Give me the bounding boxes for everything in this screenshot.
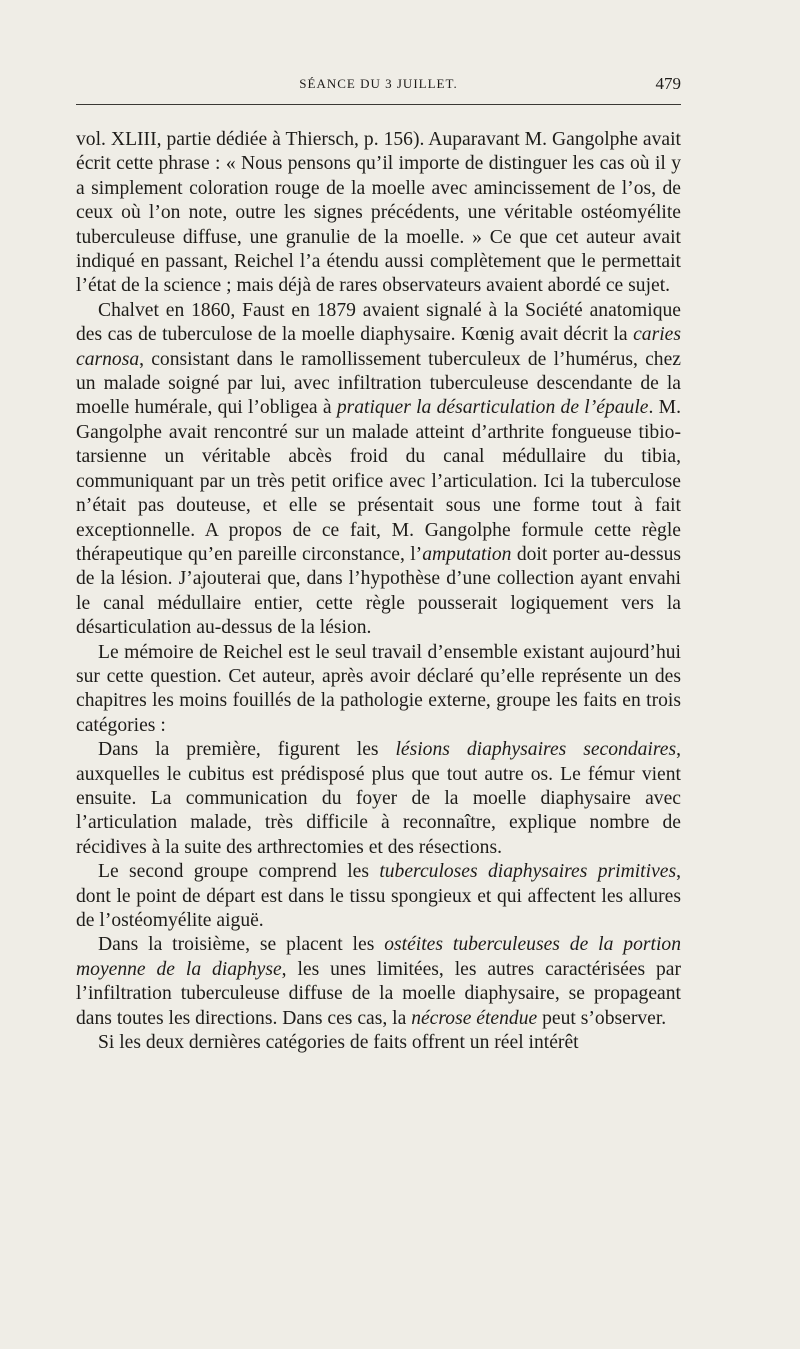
italic-phrase: pratiquer la désarticulation de l’épaule (336, 397, 649, 419)
italic-phrase: caries carnosa (76, 324, 681, 370)
text-run: peut s’observer. (537, 1007, 667, 1029)
body-text (76, 128, 681, 1055)
italic-phrase: nécrose étendue (411, 1007, 538, 1029)
text-run: , dont le point de départ est dans le tissu spongieux et qui affectent les allures de l’ostéomyélite aiguë. (76, 861, 681, 931)
text-run: Dans la première, figurent les (98, 739, 396, 761)
page-header (76, 76, 681, 98)
text-run: Chalvet en 1860, Faust en 1879 avaient signalé à la Société anatomique des cas de tuberculose de la moelle diaphysaire. Kœnig avait décrit la (76, 299, 681, 346)
paragraph (76, 860, 681, 933)
running-head: SÉANCE DU 3 JUILLET. (299, 76, 458, 91)
text-run: , consistant dans le ramollissement tuberculeux de l’humérus, chez un malade soigné par lui, avec infiltration tuberculeuse descendante de la moelle humérale, qui l’obligea à (76, 348, 681, 419)
text-run: , les unes limitées, les autres caractérisées par l’infiltration tuberculeuse diffuse de la moelle diaphysaire, se propageant dans toutes les directions. Dans ces cas, la (76, 958, 681, 1029)
text-run: , auxquelles le cubitus est prédisposé plus que tout autre os. Le fémur vient ensuite. La communication du foyer de la moelle diaphysaire avec l’articulation malade, très difficile à reconnaître, explique nombre de récidives à la suite des arthrectomies et des résections. (76, 739, 681, 858)
text-run: vol. XLIII, partie dédiée à Thiersch, p. 156). Auparavant M. Gangolphe avait écrit cette phrase : « Nous pensons qu’il importe de distinguer les cas où il y a simplement coloration rouge de la moelle avec amincissement de l’os, de ceux où l’on note, outre les signes précédents, une véritable ostéomyélite tuberculeuse diffuse, une granulie de la moelle. » Ce que cet auteur avait indiqué en passant, Reichel l’a étendu aussi complètement que le permettait l’état de la science ; mais déjà de rares observateurs avaient abordé ce sujet. (76, 129, 681, 297)
page-number: 479 (655, 74, 681, 93)
italic-phrase: tuberculoses diaphysaires primitives (379, 861, 677, 883)
paragraph (76, 128, 681, 299)
header-rule (76, 104, 681, 105)
text-run: . M. Gangolphe avait rencontré sur un malade atteint d’arthrite fongueuse tibio-tarsienne un véritable abcès froid du canal médullaire du tibia, communiquant par un très petit orifice avec l’articulation. Ici la tuberculose n’était pas douteuse, et elle se présentait sous une forme tout à fait exceptionnelle. A propos de ce fait, M. Gangolphe formule cette règle thérapeutique qu’en pareille circonstance, l’ (76, 397, 681, 565)
text-run: doit porter au-dessus de la lésion. J’ajouterai que, dans l’hypothèse d’une collection ayant envahi le canal médullaire entier, cette règle pousserait logiquement vers la désarticulation au-dessus de la lésion. (76, 543, 681, 639)
italic-phrase: amputation (422, 543, 512, 565)
italic-phrase: ostéites tuberculeuses de la portion moyenne de la diaphyse (76, 934, 681, 980)
paragraph (76, 299, 681, 641)
text-run: Dans la troisième, se placent les (98, 934, 385, 956)
paragraph (76, 933, 681, 1031)
text-run: Si les deux dernières catégories de faits offrent un réel intérêt (98, 1032, 579, 1054)
text-run: Le mémoire de Reichel est le seul travail d’ensemble existant aujourd’hui sur cette question. Cet auteur, après avoir déclaré qu’elle représente un des chapitres les moins fouillés de la pathologie externe, groupe les faits en trois catégories : (76, 641, 681, 736)
paragraph (76, 738, 681, 860)
paragraph (76, 1031, 681, 1055)
italic-phrase: lésions diaphysaires secondaires (395, 739, 677, 761)
text-run: Le second groupe comprend les (98, 861, 380, 883)
paragraph (76, 641, 681, 739)
